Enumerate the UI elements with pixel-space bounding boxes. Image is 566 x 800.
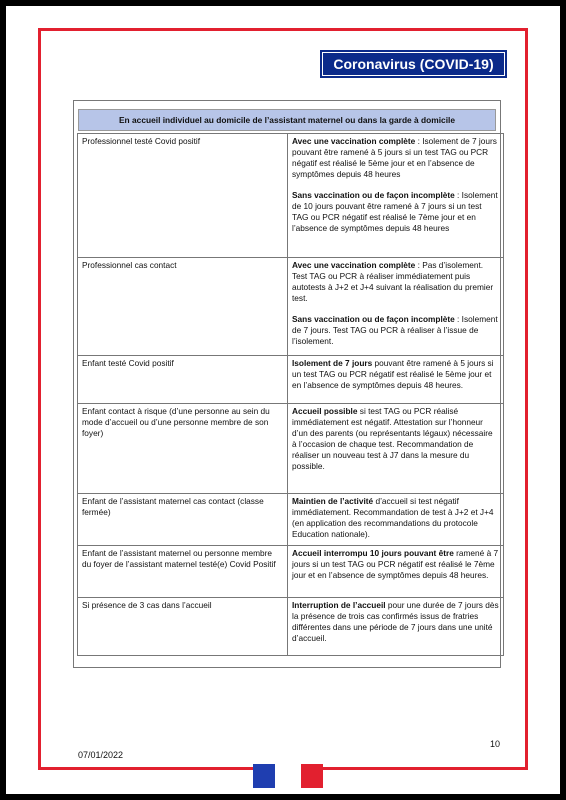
measure-text: si test TAG ou PCR réalisé immédiatement est négatif. Attestation sur l’honneur d’un des parents (ou représentants légaux) nécessaire à l’occasion de chaque test. Recommandation de réaliser un nouveau test à J7 dans la mesure du possible. xyxy=(292,406,493,471)
protocol-rows xyxy=(77,133,504,656)
table-header: En accueil individuel au domicile de l’assistant maternel ou dans la garde à domicile xyxy=(78,109,496,131)
table-row xyxy=(78,546,504,598)
measure-text: ramené à 7 jours si un test TAG ou PCR négatif est réalisé le 7ème jour et en l’absence de symptômes depuis 48 heures. xyxy=(292,548,499,580)
table-row xyxy=(78,356,504,404)
logo-blue-band xyxy=(253,764,275,788)
paragraph-gap xyxy=(292,304,499,314)
measure-text: : Isolement de 10 jours pouvant être ramené à 7 jours si un test TAG ou PCR négatif est réalisé le 7ème jour et en l’absence de symptômes depuis 48 heures xyxy=(292,190,498,233)
measure-paragraph xyxy=(292,600,499,644)
measure-text: pour une durée de 7 jours dès la présence de trois cas confirmés issus de fratries différentes dans une période de 7 jours dans une unité d’accueil. xyxy=(292,600,499,643)
logo-white-band xyxy=(275,764,301,788)
covid-banner: Coronavirus (COVID-19) xyxy=(320,50,507,78)
measure-bold: Accueil possible xyxy=(292,406,358,416)
table-row xyxy=(78,134,504,258)
measure-text: : Pas d’isolement. Test TAG ou PCR à réaliser immédiatement puis autotests à J+2 et J+4 suivant la réalisation du premier test. xyxy=(292,260,494,303)
marianne-logo-icon xyxy=(253,764,323,788)
paragraph-gap xyxy=(292,180,499,190)
situation-cell: Enfant contact à risque (d’une personne au sein du mode d’accueil ou d’une personne membre de son foyer) xyxy=(78,404,288,494)
logo-red-band xyxy=(301,764,323,788)
situation-cell: Enfant de l’assistant maternel ou personne membre du foyer de l’assistant maternel testé(e) Covid Positif xyxy=(78,546,288,598)
table-row xyxy=(78,494,504,546)
measure-cell xyxy=(288,258,504,356)
measure-bold: Sans vaccination ou de façon incomplète xyxy=(292,314,455,324)
measure-text: d’accueil si test négatif immédiatement. Recommandation de test à J+2 et J+4 (en application des recommandations du protocole Education nationale). xyxy=(292,496,494,539)
measure-cell xyxy=(288,598,504,656)
measure-bold: Isolement de 7 jours xyxy=(292,358,373,368)
measure-cell xyxy=(288,546,504,598)
situation-cell: Si présence de 3 cas dans l’accueil xyxy=(78,598,288,656)
document-date: 07/01/2022 xyxy=(78,750,124,760)
page-number: 10 xyxy=(490,739,501,749)
document-page xyxy=(6,6,560,794)
measure-paragraph xyxy=(292,314,499,347)
measure-bold: Avec une vaccination complète xyxy=(292,260,416,270)
situation-cell: Professionnel testé Covid positif xyxy=(78,134,288,258)
measure-bold: Sans vaccination ou de façon incomplète xyxy=(292,190,455,200)
table-row xyxy=(78,258,504,356)
measure-paragraph xyxy=(292,260,499,304)
measure-paragraph xyxy=(292,190,499,234)
measure-bold: Avec une vaccination complète xyxy=(292,136,416,146)
measure-paragraph xyxy=(292,496,499,540)
measure-cell xyxy=(288,494,504,546)
measure-text: : Isolement de 7 jours. Test TAG ou PCR à réaliser à l’issue de l’isolement. xyxy=(292,314,498,346)
measure-bold: Maintien de l’activité xyxy=(292,496,374,506)
measure-text: : Isolement de 7 jours pouvant être ramené à 5 jours si un test TAG ou PCR négatif est réalisé le 5ème jour et en l’absence de symptômes depuis 48 heures xyxy=(292,136,497,179)
measure-paragraph xyxy=(292,548,499,581)
table-row xyxy=(78,404,504,494)
measure-bold: Interruption de l’accueil xyxy=(292,600,386,610)
measure-paragraph xyxy=(292,136,499,180)
measure-cell xyxy=(288,134,504,258)
table-row xyxy=(78,598,504,656)
situation-cell: Professionnel cas contact xyxy=(78,258,288,356)
protocol-table xyxy=(73,100,501,668)
measure-cell xyxy=(288,404,504,494)
situation-cell: Enfant testé Covid positif xyxy=(78,356,288,404)
measure-paragraph xyxy=(292,406,499,472)
measure-text: pouvant être ramené à 5 jours si un test TAG ou PCR négatif est réalisé le 5ème jour et en l’absence de symptômes depuis 48 heures. xyxy=(292,358,494,390)
measure-cell xyxy=(288,356,504,404)
measure-bold: Accueil interrompu 10 jours pouvant être xyxy=(292,548,454,558)
measure-paragraph xyxy=(292,358,499,391)
situation-cell: Enfant de l’assistant maternel cas contact (classe fermée) xyxy=(78,494,288,546)
